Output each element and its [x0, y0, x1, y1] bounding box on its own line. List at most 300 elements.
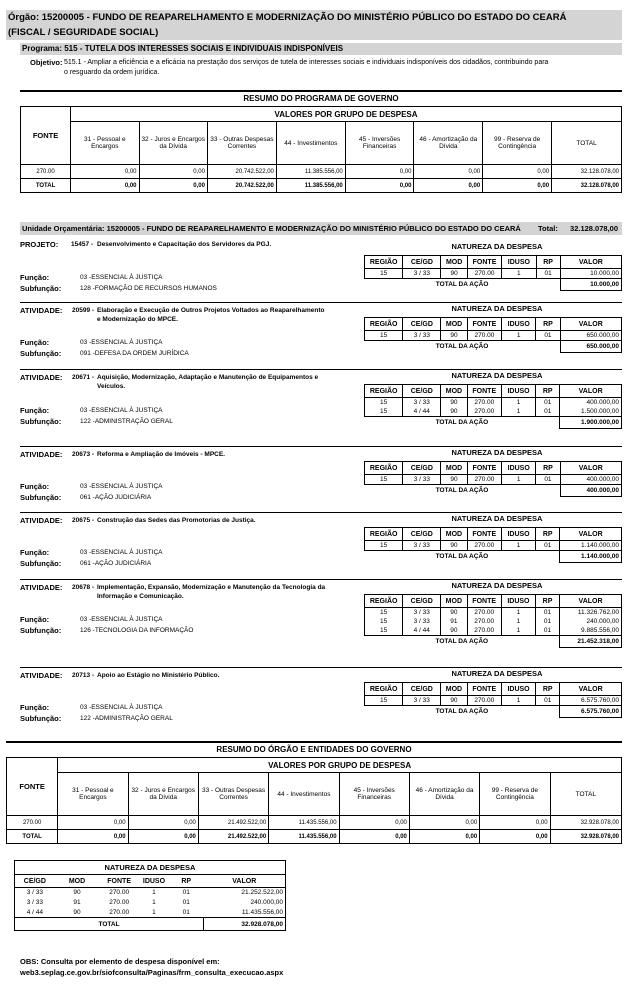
group-col-header: 44 - Investimentos [269, 773, 339, 816]
natureza-cell: 91 [441, 617, 467, 626]
natureza-col-header: CE/GD [403, 256, 441, 269]
funcao-label: Função: [20, 406, 50, 415]
value-cell: 32.128.078,00 [552, 165, 622, 179]
natureza-cell: 15 [365, 608, 403, 618]
value-cell: 0,00 [58, 816, 128, 830]
natureza-col-header: REGIÃO [365, 595, 403, 608]
orgao-subtitle: (FISCAL / SEGURIDADE SOCIAL) [8, 27, 159, 38]
natureza-col-header: CE/GD [403, 528, 441, 541]
total-acao-value: 10.000,00 [560, 279, 621, 291]
group-col-header: 44 - Investimentos [276, 122, 345, 165]
objetivo-label: Objetivo: [30, 58, 63, 67]
natureza-cell: 240.000,00 [560, 617, 622, 626]
natureza-title: NATUREZA DA DESPESA [451, 581, 543, 590]
natureza-col-header: RP [536, 462, 560, 475]
natureza-cell: 1 [502, 269, 536, 279]
natureza-row [365, 331, 622, 341]
natureza-col-header: MOD [441, 385, 467, 398]
natureza-row [365, 608, 622, 618]
natureza-cell: 3 / 33 [403, 331, 441, 341]
natureza-cell: 1 [501, 608, 535, 618]
obs-line1: OBS: Consulta por elemento de despesa disponível em: [20, 957, 220, 966]
natureza-table [364, 594, 622, 648]
subfuncao-label: Subfunção: [20, 417, 62, 426]
natureza-col-header: IDUSO [502, 256, 536, 269]
acao-type: PROJETO: [20, 240, 59, 249]
funcao-value: 03 -ESSENCIAL À JUSTIÇA [80, 274, 163, 281]
obs-link[interactable]: web3.seplag.ce.gov.br/siofconsulta/Paginas/frm_consulta_execucao.aspx [20, 968, 284, 977]
natureza-cell: 01 [535, 617, 559, 626]
natureza-cell: 270.00 [467, 541, 501, 551]
group-col-header: 33 - Outras Despesas Correntes [207, 122, 276, 165]
natureza-cell: 270.00 [467, 475, 501, 485]
funcao-label: Função: [20, 338, 50, 347]
natureza-resumo-cell: 01 [182, 899, 190, 906]
natureza-resumo-row [15, 908, 286, 918]
subfuncao-value: 126 -TECNOLOGIA DA INFORMAÇÃO [80, 627, 194, 634]
natureza-resumo-col-header: IDUSO [139, 875, 169, 888]
natureza-cell: 15 [365, 398, 403, 408]
natureza-col-header: VALOR [560, 462, 621, 475]
total-acao-value: 400.000,00 [560, 485, 621, 497]
natureza-resumo-row [15, 888, 286, 898]
total-value-cell: 0,00 [345, 179, 414, 193]
natureza-resumo-cell: 11.435.556,00 [241, 908, 283, 916]
natureza-col-header: VALOR [560, 595, 622, 608]
total-acao-value: 1.140.000,00 [560, 551, 622, 563]
subfuncao-value: 061 -AÇÃO JUDICIÁRIA [80, 494, 152, 501]
acao-code: 20678 - [72, 584, 95, 591]
natureza-col-header: RP [536, 528, 560, 541]
natureza-col-header: FONTE [467, 595, 501, 608]
subfuncao-value: 122 -ADMINISTRAÇÃO GERAL [80, 715, 173, 722]
group-col-header: 32 - Juros e Encargos da Dívida [139, 122, 207, 165]
group-col-header: 99 - Reserva de Contingência [483, 122, 552, 165]
natureza-col-header: IDUSO [502, 462, 536, 475]
natureza-col-header: VALOR [560, 528, 622, 541]
acao-description-cont: Informação e Comunicação. [97, 593, 184, 600]
unidade-title: Unidade Orçamentária: 15200005 - FUNDO DE REAPARELHAMENTO E MODERNIZAÇÃO DO MINISTÉRIO PÚBLICO DO ESTADO DO CEARÁ [22, 224, 521, 233]
acao-type: ATIVIDADE: [20, 583, 63, 592]
total-value-cell: 0,00 [414, 179, 483, 193]
natureza-col-header: FONTE [467, 256, 501, 269]
acao-code: 20671 - [72, 374, 95, 381]
natureza-col-header: IDUSO [502, 318, 536, 331]
value-cell: 11.435.556,00 [269, 816, 339, 830]
natureza-cell: 01 [536, 696, 560, 706]
natureza-cell: 270.00 [467, 626, 501, 636]
total-acao-value: 1.900.000,00 [560, 417, 622, 429]
natureza-cell: 1 [501, 696, 535, 706]
group-col-header: 45 - Inversões Financeiras [339, 773, 409, 816]
funcao-label: Função: [20, 703, 50, 712]
natureza-cell: 90 [441, 541, 467, 551]
natureza-cell: 270.00 [467, 407, 501, 417]
natureza-cell: 4 / 44 [403, 626, 441, 636]
objetivo-line1: 515.1 - Ampliar a eficiência e a eficácia na prestação dos serviços de tutela de interesses sociais e individuais indisponíveis dos cidadãos, contribuindo para [64, 59, 549, 66]
value-cell: 0,00 [339, 816, 409, 830]
total-value-cell: 0,00 [71, 179, 139, 193]
funcao-value: 03 -ESSENCIAL À JUSTIÇA [80, 407, 163, 414]
value-cell: 0,00 [414, 165, 483, 179]
natureza-row [365, 407, 622, 417]
natureza-cell: 15 [365, 407, 403, 417]
natureza-resumo-cell: 270.00 [109, 908, 130, 916]
natureza-cell: 15 [365, 331, 403, 341]
natureza-row [365, 398, 622, 408]
natureza-col-header: MOD [441, 683, 467, 696]
natureza-title: NATUREZA DA DESPESA [451, 304, 543, 313]
objetivo-text [64, 58, 620, 78]
natureza-table [364, 461, 622, 497]
total-value-cell: 20.742.522,00 [207, 179, 276, 193]
total-value-cell: 0,00 [139, 179, 207, 193]
group-col-header: 99 - Reserva de Contingência [480, 773, 550, 816]
orgao-fonte-header: FONTE [7, 758, 58, 816]
total-acao-label: TOTAL DA AÇÃO [365, 636, 560, 648]
objetivo-line2: o resguardo da ordem jurídica. [64, 69, 160, 76]
natureza-col-header: VALOR [560, 385, 622, 398]
funcao-label: Função: [20, 482, 50, 491]
orgao-valores-grupo-header: VALORES POR GRUPO DE DESPESA [58, 758, 622, 773]
natureza-cell: 650.000,00 [560, 331, 621, 341]
natureza-cell: 15 [365, 696, 403, 706]
natureza-resumo-cell: 1 [152, 899, 156, 906]
natureza-cell: 1 [501, 398, 535, 408]
natureza-row [365, 475, 622, 485]
natureza-cell: 3 / 33 [403, 608, 441, 618]
subfuncao-value: 061 -AÇÃO JUDICIÁRIA [80, 560, 152, 567]
natureza-cell: 3 / 33 [403, 617, 441, 626]
total-value-cell: 11.385.556,00 [276, 179, 345, 193]
natureza-table [364, 384, 622, 429]
natureza-resumo-cell: 90 [73, 889, 81, 897]
natureza-cell: 01 [536, 331, 560, 341]
natureza-cell: 6.575.760,00 [560, 696, 622, 706]
natureza-table [364, 682, 622, 718]
funcao-label: Função: [20, 548, 50, 557]
natureza-col-header: IDUSO [501, 385, 535, 398]
natureza-cell: 3 / 33 [403, 475, 441, 485]
natureza-cell: 01 [536, 407, 560, 417]
natureza-cell: 01 [536, 475, 560, 485]
group-col-header: 31 - Pessoal e Encargos [71, 122, 139, 165]
natureza-cell: 15 [365, 617, 403, 626]
subfuncao-label: Subfunção: [20, 349, 62, 358]
acao-code: 15457 - [71, 241, 94, 248]
acao-description: Reforma e Ampliação de Imóveis - MPCE. [97, 451, 225, 458]
programa-title: Programa: 515 - TUTELA DOS INTERESSES SOCIAIS E INDIVIDUAIS INDISPONÍVEIS [22, 44, 344, 53]
natureza-resumo-cell: 270.00 [109, 889, 130, 897]
natureza-cell: 90 [441, 475, 467, 485]
natureza-cell: 4 / 44 [403, 407, 441, 417]
natureza-cell: 90 [441, 407, 467, 417]
natureza-col-header: CE/GD [403, 595, 441, 608]
group-col-header: 32 - Juros e Encargos da Dívida [128, 773, 198, 816]
total-acao-label: TOTAL DA AÇÃO [365, 485, 561, 497]
natureza-resumo-total-label: TOTAL [15, 918, 204, 931]
natureza-col-header: FONTE [467, 385, 501, 398]
natureza-cell: 90 [441, 331, 467, 341]
total-acao-label: TOTAL DA AÇÃO [365, 706, 560, 718]
natureza-cell: 1 [501, 617, 535, 626]
natureza-cell: 10.000,00 [560, 269, 621, 279]
natureza-col-header: REGIÃO [365, 318, 403, 331]
total-acao-value: 650.000,00 [560, 341, 621, 353]
natureza-col-header: REGIÃO [365, 683, 403, 696]
value-cell: 0,00 [480, 816, 550, 830]
natureza-cell: 270.00 [467, 269, 501, 279]
natureza-resumo-col-header: MOD [55, 875, 100, 888]
natureza-row [365, 269, 622, 279]
natureza-col-header: MOD [441, 256, 467, 269]
valores-grupo-header: VALORES POR GRUPO DE DESPESA [71, 107, 622, 122]
natureza-resumo-cell: 90 [73, 908, 81, 916]
total-label: TOTAL [7, 830, 58, 844]
funcao-value: 03 -ESSENCIAL À JUSTIÇA [80, 549, 163, 556]
resumo-orgao-title: RESUMO DO ÓRGÃO E ENTIDADES DO GOVERNO [216, 745, 412, 754]
natureza-row [365, 617, 622, 626]
natureza-table [364, 317, 622, 353]
total-acao-value: 6.575.760,00 [560, 706, 622, 718]
natureza-col-header: CE/GD [403, 462, 441, 475]
natureza-cell: 400.000,00 [560, 398, 622, 408]
natureza-col-header: MOD [441, 528, 467, 541]
natureza-col-header: RP [536, 683, 560, 696]
value-cell: 11.385.556,00 [276, 165, 345, 179]
natureza-resumo-cell: 1 [152, 889, 156, 897]
natureza-cell: 90 [441, 608, 467, 618]
natureza-title: NATUREZA DA DESPESA [451, 669, 543, 678]
value-cell: 0,00 [345, 165, 414, 179]
natureza-cell: 9.885.556,00 [560, 626, 622, 636]
natureza-cell: 3 / 33 [403, 696, 441, 706]
natureza-cell: 01 [535, 626, 559, 636]
natureza-cell: 01 [536, 398, 560, 408]
total-value-cell: 0,00 [409, 830, 479, 844]
natureza-col-header: FONTE [467, 528, 501, 541]
total-acao-label: TOTAL DA AÇÃO [365, 341, 561, 353]
natureza-title: NATUREZA DA DESPESA [451, 242, 543, 251]
natureza-col-header: CE/GD [403, 318, 441, 331]
natureza-resumo-cell: 01 [182, 889, 190, 897]
natureza-col-header: RP [536, 318, 560, 331]
natureza-title: NATUREZA DA DESPESA [451, 514, 543, 523]
acao-separator [20, 446, 622, 447]
natureza-col-header: RP [536, 385, 560, 398]
total-value-cell: 0,00 [339, 830, 409, 844]
natureza-col-header: CE/GD [403, 385, 441, 398]
acao-separator [20, 579, 622, 580]
natureza-cell: 3 / 33 [403, 398, 441, 408]
natureza-cell: 3 / 33 [403, 269, 441, 279]
value-cell: 20.742.522,00 [207, 165, 276, 179]
total-value-cell: 0,00 [58, 830, 128, 844]
natureza-resumo-cell: 1 [152, 908, 156, 916]
resumo-programa-title: RESUMO DO PROGRAMA DE GOVERNO [243, 94, 399, 103]
total-value-cell: 11.435.556,00 [269, 830, 339, 844]
acao-type: ATIVIDADE: [20, 450, 63, 459]
natureza-resumo-cell: 3 / 33 [26, 899, 43, 906]
natureza-cell: 90 [441, 398, 467, 408]
natureza-col-header: MOD [441, 318, 467, 331]
natureza-col-header: FONTE [467, 462, 501, 475]
natureza-col-header: IDUSO [501, 595, 535, 608]
natureza-cell: 90 [441, 696, 467, 706]
natureza-cell: 1 [501, 407, 535, 417]
acao-description-cont: Veículos. [97, 383, 126, 390]
natureza-col-header: IDUSO [501, 528, 535, 541]
natureza-cell: 1 [501, 541, 535, 551]
natureza-cell: 15 [365, 626, 403, 636]
acao-description: Desenvolvimento e Capacitação dos Servidores da PGJ. [97, 241, 272, 248]
group-col-header: TOTAL [552, 122, 622, 165]
natureza-resumo-col-header: CE/GD [15, 875, 55, 888]
funcao-value: 03 -ESSENCIAL À JUSTIÇA [80, 339, 163, 346]
acao-description: Elaboração e Execução de Outros Projetos Voltados ao Reaparelhamento [97, 307, 325, 314]
natureza-col-header: REGIÃO [365, 528, 403, 541]
subfuncao-value: 091 -DEFESA DA ORDEM JURÍDICA [80, 350, 189, 357]
natureza-cell: 90 [441, 269, 467, 279]
acao-type: ATIVIDADE: [20, 516, 63, 525]
subfuncao-label: Subfunção: [20, 626, 62, 635]
acao-separator [20, 667, 622, 668]
natureza-cell: 90 [441, 626, 467, 636]
acao-description: Aquisição, Modernização, Adaptação e Manutenção de Equipamentos e [97, 374, 319, 381]
natureza-cell: 15 [365, 541, 403, 551]
natureza-cell: 270.00 [467, 331, 501, 341]
natureza-row [365, 626, 622, 636]
natureza-cell: 1 [502, 475, 536, 485]
natureza-col-header: MOD [441, 595, 467, 608]
natureza-cell: 11.326.762,00 [560, 608, 622, 618]
subfuncao-value: 122 -ADMINISTRAÇÃO GERAL [80, 418, 173, 425]
value-cell: 32.928.078,00 [550, 816, 621, 830]
value-cell: 0,00 [128, 816, 198, 830]
natureza-cell: 01 [535, 608, 559, 618]
total-value-cell: 32.928.078,00 [550, 830, 621, 844]
natureza-resumo-cell: 21.252.522,00 [241, 889, 283, 897]
natureza-cell: 3 / 33 [403, 541, 441, 551]
funcao-value: 03 -ESSENCIAL À JUSTIÇA [80, 704, 163, 711]
natureza-col-header: REGIÃO [365, 462, 403, 475]
total-acao-label: TOTAL DA AÇÃO [365, 279, 561, 291]
natureza-resumo-table [14, 860, 286, 931]
group-col-header: 46 - Amortização da Dívida [409, 773, 479, 816]
natureza-resumo-cell: 270.00 [109, 899, 130, 906]
natureza-resumo-col-header: RP [169, 875, 204, 888]
natureza-cell: 1 [502, 331, 536, 341]
natureza-resumo-col-header: FONTE [99, 875, 139, 888]
group-col-header: 45 - Inversões Financeiras [345, 122, 414, 165]
natureza-cell: 270.00 [467, 398, 501, 408]
acao-type: ATIVIDADE: [20, 306, 63, 315]
total-label: TOTAL [21, 179, 71, 193]
natureza-resumo-cell: 01 [182, 908, 190, 916]
natureza-col-header: MOD [441, 462, 467, 475]
total-acao-label: TOTAL DA AÇÃO [365, 551, 560, 563]
orgao-title: Órgão: 15200005 - FUNDO DE REAPARELHAMENTO E MODERNIZAÇÃO DO MINISTÉRIO PÚBLICO DO ESTADO DO CEARÁ [8, 12, 567, 23]
natureza-cell: 01 [536, 269, 560, 279]
natureza-cell: 270.00 [467, 617, 501, 626]
natureza-cell: 1.140.000,00 [560, 541, 622, 551]
natureza-resumo-cell: 240.000,00 [250, 899, 283, 906]
natureza-col-header: VALOR [560, 683, 622, 696]
total-value-cell: 32.128.078,00 [552, 179, 622, 193]
acao-code: 20673 - [72, 451, 95, 458]
natureza-resumo-cell: 4 / 44 [26, 908, 43, 916]
subfuncao-label: Subfunção: [20, 559, 62, 568]
unidade-total-value: 32.128.078,00 [570, 224, 618, 233]
value-cell: 0,00 [483, 165, 552, 179]
natureza-col-header: VALOR [560, 318, 621, 331]
value-cell: 0,00 [71, 165, 139, 179]
value-cell: 21.492.522,00 [198, 816, 268, 830]
natureza-col-header: FONTE [467, 683, 501, 696]
acao-description: Implementação, Expansão, Modernização e Manutenção da Tecnologia da [97, 584, 326, 591]
value-cell: 0,00 [409, 816, 479, 830]
natureza-cell: 270.00 [467, 696, 501, 706]
acao-type: ATIVIDADE: [20, 671, 63, 680]
group-col-header: 31 - Pessoal e Encargos [58, 773, 128, 816]
natureza-col-header: CE/GD [403, 683, 441, 696]
natureza-title: NATUREZA DA DESPESA [451, 448, 543, 457]
acao-description-cont: e Modernização do MPCE. [97, 316, 178, 323]
subfuncao-label: Subfunção: [20, 493, 62, 502]
total-value-cell: 21.492.522,00 [198, 830, 268, 844]
natureza-cell: 400.000,00 [560, 475, 621, 485]
unidade-total-label: Total: [538, 224, 558, 233]
subfuncao-label: Subfunção: [20, 284, 62, 293]
acao-separator [20, 369, 622, 370]
natureza-table [364, 527, 622, 563]
funcao-label: Função: [20, 273, 50, 282]
total-value-cell: 0,00 [128, 830, 198, 844]
natureza-title: NATUREZA DA DESPESA [451, 371, 543, 380]
acao-separator [20, 302, 622, 303]
funcao-label: Função: [20, 615, 50, 624]
natureza-resumo-col-header: VALOR [204, 875, 286, 888]
natureza-resumo-title: NATUREZA DA DESPESA [15, 861, 286, 875]
total-value-cell: 0,00 [483, 179, 552, 193]
natureza-resumo-total-value: 32.928.078,00 [204, 918, 286, 931]
natureza-row [365, 541, 622, 551]
acao-separator [20, 512, 622, 513]
value-cell: 0,00 [139, 165, 207, 179]
total-acao-label: TOTAL DA AÇÃO [365, 417, 560, 429]
natureza-col-header: REGIÃO [365, 385, 403, 398]
acao-code: 20713 - [72, 672, 95, 679]
natureza-resumo-row [15, 898, 286, 908]
natureza-col-header: IDUSO [501, 683, 535, 696]
acao-description: Apoio ao Estágio no Ministério Público. [97, 672, 220, 679]
natureza-resumo-cell: 3 / 33 [26, 889, 43, 897]
natureza-col-header: REGIÃO [365, 256, 403, 269]
natureza-col-header: RP [535, 595, 559, 608]
fonte-cell: 270.00 [7, 816, 58, 830]
subfuncao-label: Subfunção: [20, 714, 62, 723]
subfuncao-value: 128 -FORMAÇÃO DE RECURSOS HUMANOS [80, 285, 217, 292]
fonte-header: FONTE [21, 107, 71, 165]
natureza-cell: 1.500.000,00 [560, 407, 622, 417]
natureza-col-header: RP [536, 256, 560, 269]
natureza-col-header: VALOR [560, 256, 621, 269]
total-acao-value: 21.452.318,00 [560, 636, 622, 648]
acao-code: 20675 - [72, 517, 95, 524]
acao-description: Construção das Sedes das Promotorias de Justiça. [97, 517, 256, 524]
group-col-header: 46 - Amortização da Dívida [414, 122, 483, 165]
acao-type: ATIVIDADE: [20, 373, 63, 382]
